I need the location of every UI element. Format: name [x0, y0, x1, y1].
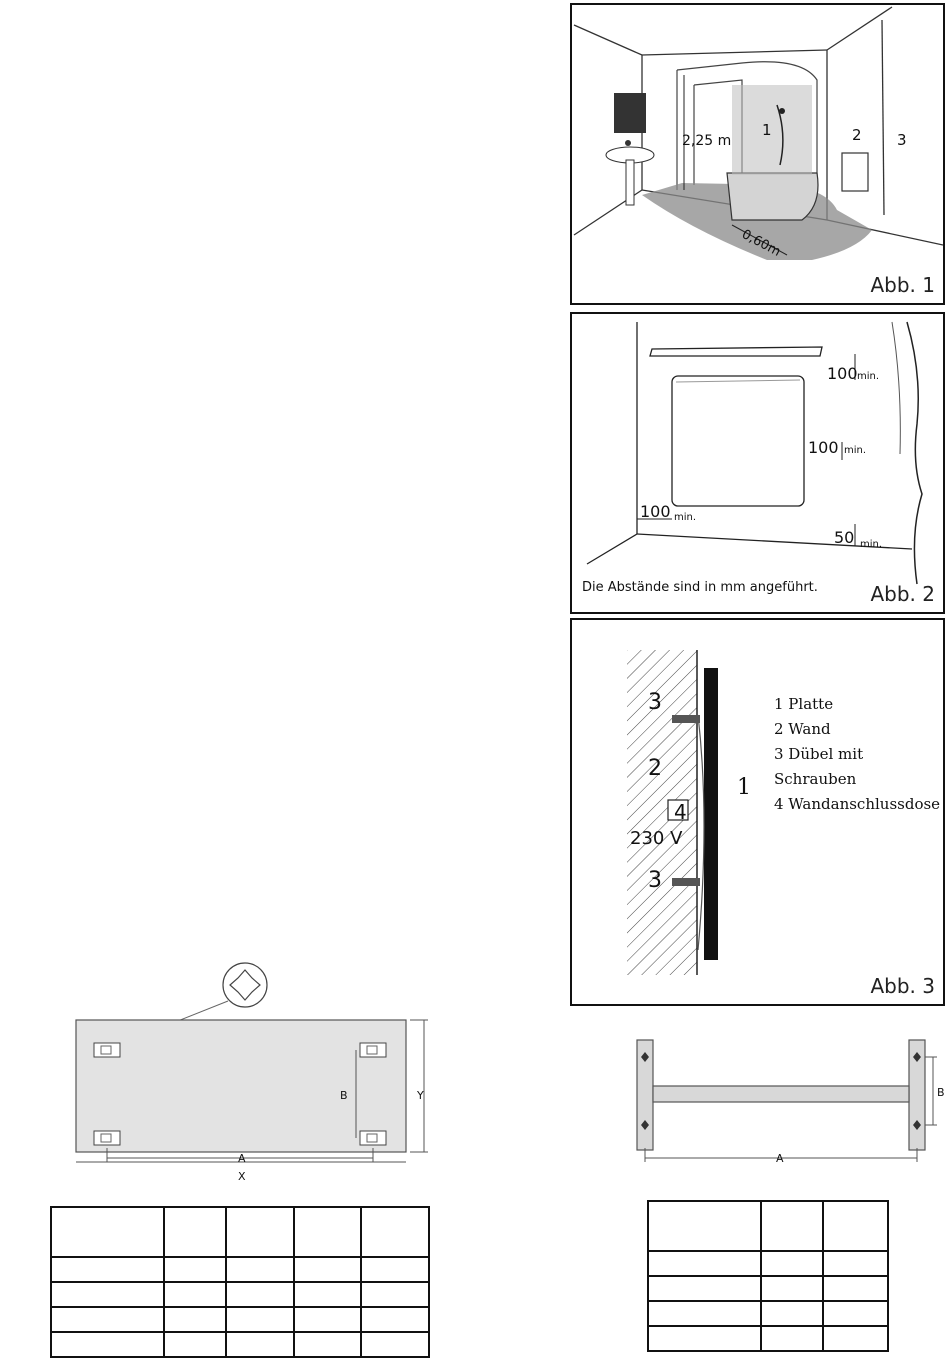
side-clearance-value: 100 [808, 438, 839, 457]
figure-2-caption: Die Abstände sind in mm angeführt. [582, 580, 818, 595]
bracket-crossbar [653, 1086, 909, 1102]
label-1: 1 [737, 775, 751, 800]
bracket-dimensions-table [647, 1200, 889, 1352]
wall-clearance-unit: min. [674, 512, 697, 523]
floor-clearance-value: 50 [834, 528, 855, 547]
figure-2-label: Abb. 2 [870, 582, 935, 606]
legend-item: 4 Wandanschlussdose [774, 795, 941, 813]
figure-3-label: Abb. 3 [870, 974, 935, 998]
table-row [648, 1201, 888, 1251]
table-row [648, 1276, 888, 1301]
width-dimension-label: 0,60m [739, 227, 783, 260]
heater-plate [704, 668, 718, 960]
panel-dim-a: A [238, 1152, 246, 1165]
legend-item: 1 Platte [774, 695, 834, 713]
panel-dimensions-table [50, 1206, 430, 1358]
voltage-label: 230 V [630, 828, 683, 849]
floor-clearance-unit: min. [860, 539, 883, 550]
bracket-dim-b: B [937, 1086, 945, 1099]
top-clearance-unit: min. [857, 371, 880, 382]
height-dimension-label: 2,25 m [682, 133, 732, 149]
zone-3-label: 3 [897, 131, 907, 149]
wall-bracket-drawing [625, 1030, 945, 1170]
panel-dim-x: X [238, 1170, 246, 1183]
table-row [51, 1332, 429, 1357]
table-row [51, 1207, 429, 1257]
table-row [51, 1257, 429, 1282]
table-row [648, 1301, 888, 1326]
bracket-dim-a: A [776, 1152, 784, 1165]
zone-2-label: 2 [852, 126, 862, 144]
side-clearance-unit: min. [844, 445, 867, 456]
figure-1-label: Abb. 1 [870, 273, 935, 297]
clearance-illustration [572, 314, 943, 612]
bathroom-illustration [572, 5, 943, 303]
table-row [648, 1251, 888, 1276]
wall-clearance-value: 100 [640, 502, 671, 521]
legend-item: 3 Dübel mit Schrauben [774, 745, 864, 788]
zone-1-label: 1 [762, 121, 772, 139]
table-row [51, 1282, 429, 1307]
label-4: 4 [674, 800, 687, 824]
figure-2-clearances [570, 312, 945, 614]
figure-3-mounting [570, 618, 945, 1006]
top-dowel-screw [672, 715, 700, 723]
legend-item: 2 Wand [774, 720, 831, 738]
figure-1-bathroom-zones [570, 3, 945, 305]
bottom-dowel-screw [672, 878, 700, 886]
top-clearance-value: 100 [827, 364, 858, 383]
figure-3-legend [774, 692, 943, 817]
label-2: 2 [648, 756, 662, 781]
table-row [51, 1307, 429, 1332]
table-row [648, 1326, 888, 1351]
panel-dim-y: Y [417, 1089, 424, 1102]
label-3-top: 3 [648, 690, 662, 715]
panel-dim-b: B [340, 1089, 348, 1102]
label-3-bottom: 3 [648, 868, 662, 893]
panel-back-drawing [60, 958, 440, 1170]
